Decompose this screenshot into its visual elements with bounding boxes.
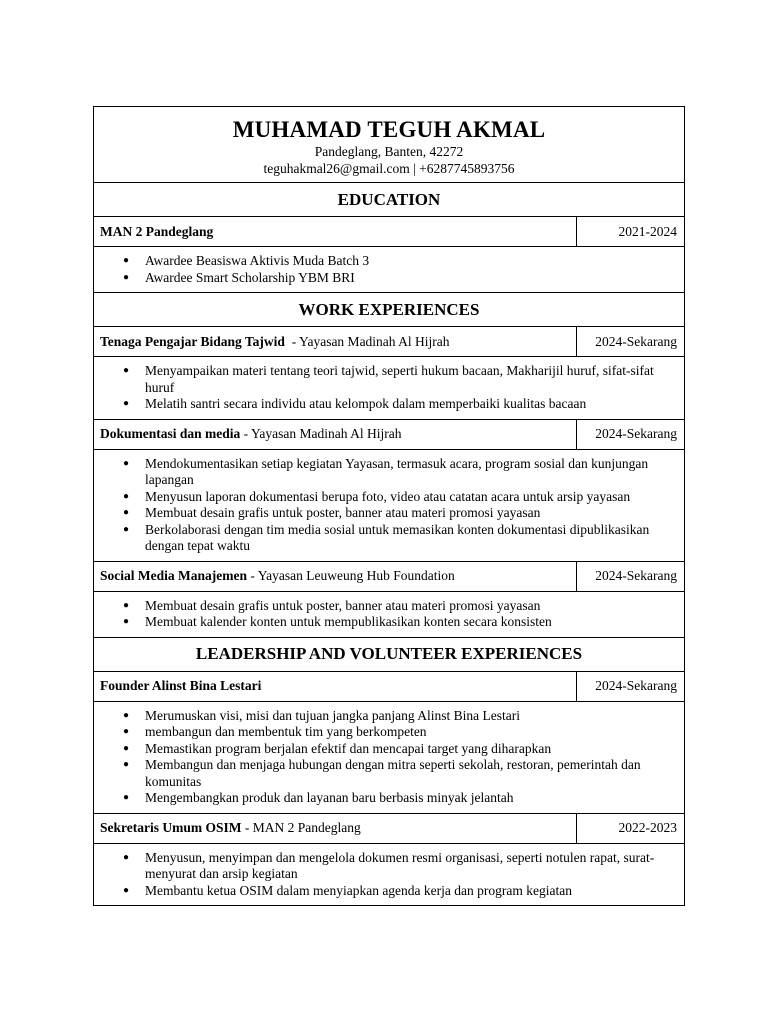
list-item: ● Membangun dan menjaga hubungan dengan mitra seperti sekolah, restoran, pemerintah dan komunitas xyxy=(94,757,684,790)
work-years: 2024-Sekarang xyxy=(577,327,685,357)
work-bullets-row xyxy=(94,591,685,637)
work-bullets-row xyxy=(94,449,685,561)
leadership-organization: - MAN 2 Pandeglang xyxy=(241,820,361,835)
work-bullet-list xyxy=(94,456,684,555)
work-role: Dokumentasi dan media xyxy=(100,426,241,441)
leadership-entry-row xyxy=(94,813,685,843)
list-item: ● Mengembangkan produk dan layanan baru berbasis minyak jelantah xyxy=(94,790,684,807)
header-row xyxy=(94,107,685,183)
education-school: MAN 2 Pandeglang xyxy=(100,223,214,239)
list-item: ● Membantu ketua OSIM dalam menyiapkan agenda kerja dan program kegiatan xyxy=(94,883,684,900)
list-item: ● membangun dan membentuk tim yang berkompeten xyxy=(94,724,684,741)
work-entry-row xyxy=(94,419,685,449)
leadership-role: Founder Alinst Bina Lestari xyxy=(100,678,262,693)
work-years: 2024-Sekarang xyxy=(577,419,685,449)
list-item: ● Membuat kalender konten untuk mempublikasikan konten secara konsisten xyxy=(94,614,684,631)
work-organization: - Yayasan Madinah Al Hijrah xyxy=(284,333,450,349)
work-bullet-list xyxy=(94,598,684,631)
work-role: Tenaga Pengajar Bidang Tajwid xyxy=(100,333,285,349)
list-item: ● Awardee Smart Scholarship YBM BRI xyxy=(94,270,684,287)
leadership-bullet-list xyxy=(94,708,684,807)
education-bullets-row xyxy=(94,247,685,293)
leadership-bullets-row xyxy=(94,843,685,906)
section-heading-education: EDUCATION xyxy=(94,183,685,217)
work-organization: - Yayasan Madinah Al Hijrah xyxy=(240,426,402,441)
list-item: ● Menyusun, menyimpan dan mengelola dokumen resmi organisasi, seperti notulen rapat, surat-menyurat dan arsip kegiatan xyxy=(94,850,684,883)
education-entry-row xyxy=(94,217,685,247)
education-heading-row xyxy=(94,183,685,217)
candidate-name: MUHAMAD TEGUH AKMAL xyxy=(232,117,546,142)
list-item: ● Membuat desain grafis untuk poster, banner atau materi promosi yayasan xyxy=(94,598,684,615)
list-item: ● Membuat desain grafis untuk poster, banner atau materi promosi yayasan xyxy=(94,505,684,522)
work-years: 2024-Sekarang xyxy=(577,561,685,591)
work-heading-row xyxy=(94,293,685,327)
work-organization: - Yayasan Leuweung Hub Foundation xyxy=(246,568,455,583)
work-bullet-list xyxy=(94,363,684,413)
education-bullet-list xyxy=(94,253,684,286)
list-item: ● Berkolaborasi dengan tim media sosial untuk memasikan konten dokumentasi dipublikasikan dengan tepat waktu xyxy=(94,522,684,555)
candidate-contact: teguhakmal26@gmail.com | +6287745893756 xyxy=(263,161,515,176)
leadership-years: 2024-Sekarang xyxy=(577,671,685,701)
leadership-bullets-row xyxy=(94,701,685,813)
candidate-location: Pandeglang, Banten, 42272 xyxy=(314,144,464,159)
list-item: ● Menyusun laporan dokumentasi berupa foto, video atau catatan acara untuk arsip yayasan xyxy=(94,489,684,506)
leadership-years: 2022-2023 xyxy=(577,813,685,843)
list-item: ● Mendokumentasikan setiap kegiatan Yayasan, termasuk acara, program sosial dan kunjungan lapangan xyxy=(94,456,684,489)
leadership-bullet-list xyxy=(94,850,684,900)
work-role: Social Media Manajemen xyxy=(100,568,247,583)
list-item: ● Menyampaikan materi tentang teori tajwid, seperti hukum bacaan, Makharijil huruf, sifat-sifat huruf xyxy=(94,363,684,396)
list-item: ● Awardee Beasiswa Aktivis Muda Batch 3 xyxy=(94,253,684,270)
resume-table xyxy=(93,106,685,906)
work-entry-row xyxy=(94,561,685,591)
leadership-entry-row xyxy=(94,671,685,701)
list-item: ● Merumuskan visi, misi dan tujuan jangka panjang Alinst Bina Lestari xyxy=(94,708,684,725)
leadership-heading-row xyxy=(94,637,685,671)
education-years: 2021-2024 xyxy=(577,217,685,247)
section-heading-work: WORK EXPERIENCES xyxy=(94,293,685,327)
leadership-role: Sekretaris Umum OSIM xyxy=(100,820,242,835)
work-entry-row xyxy=(94,327,685,357)
list-item: ● Melatih santri secara individu atau kelompok dalam memperbaiki kualitas bacaan xyxy=(94,396,684,413)
resume-document xyxy=(93,106,684,906)
work-bullets-row xyxy=(94,357,685,420)
section-heading-leadership: LEADERSHIP AND VOLUNTEER EXPERIENCES xyxy=(94,637,685,671)
list-item: ● Memastikan program berjalan efektif dan mencapai target yang diharapkan xyxy=(94,741,684,758)
